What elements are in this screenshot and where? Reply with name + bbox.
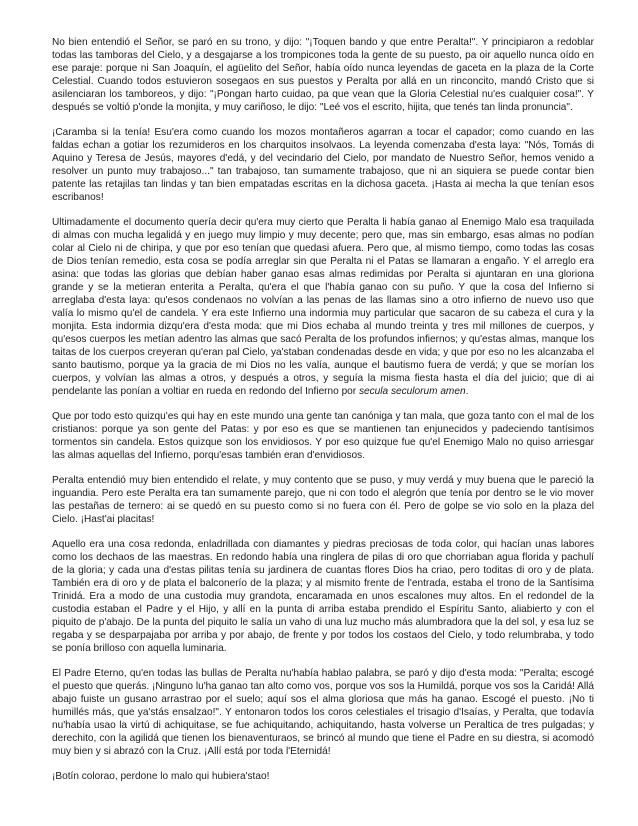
- paragraph-4: Que por todo esto quizqu'es qui hay en este mundo una gente tan canóniga y tan mala, que goza tanto con el mal de los cristianos: porque ya son gente del Patas: y por eso es que se mantienen tan enjunecidos y padeciendo tantísimos tormentos sin candela. Estos quizque son los envidiosos. Y por eso quizque fue qu'el Enemigo Malo no quiso arriesgar las almas aquellas del Infierno, porqu'esas también eran d'envidiosos.: [52, 411, 594, 461]
- paragraph-6: Aquello era una cosa redonda, enladrillada con diamantes y piedras preciosas de toda color, qui hacían unas labores como los dechaos de las maestras. En redondo había una ringlera de pilas di oro que chorriaban agua florida y pachulí de la gloria; y cada una d'estas pilitas tenía su jardinera de cuantas flores Dios ha criao, pero toditas di oro y de plata. También era di oro y de plata el balconerío de la plaza; y al mismito frente de l'entrada, estaba el trono de la Santísima Trinidá. Era a modo de una custodia muy grandota, encaramada en unos escalones muy altos. En el redondel de la custodia estaban el Padre y el Hijo, y allí en la punta di arriba estaba prendido el Espíritu Santo, aliabierto y con el piquito de p'abajo. De la punta del piquito le salía un vaho di una luz mucho más alumbradora que la del sol, y esa luz se regaba y se desparpajaba por arriba y por abajo, de frente y por todos los costaos del Cielo, y todo relumbraba, y todo se ponía brilloso con aquella luminaria.: [52, 539, 594, 654]
- paragraph-3: [52, 216, 594, 398]
- paragraph-2: ¡Caramba si la tenía! Esu'era como cuando los mozos montañeros agarran a tocar el capador; como cuando en las faldas echan a gotiar los rezumideros en los charquitos insolvaos. La leyenda comenzaba d'esta laya: "Nós, Tomás di Aquino y Teresa de Jesús, mayores d'edá, y del vecindario del Cielo, por mandato de Nuestro Señor, hemos venido a resolver un punto muy trabajoso..." tan trabajoso, tan sumamente trabajoso, que ni an siquiera se puede contar bien patente las retajilas tan lindas y tan bien empatadas escritas en la dichosa gaceta. ¡Hasta ai mecha la que tenían esos escribanos!: [52, 127, 594, 203]
- latin-phrase: secula seculorum amen: [358, 386, 466, 397]
- paragraph-3-text: Ultimadamente el documento quería decir qu'era muy cierto que Peralta li había ganao al Enemigo Malo esa traquilada di almas con mucha legalidá y en juego muy limpio y muy decente; pero que, mas sin embargo, esas almas no podían colar al Cielo ni de chiripa, y que por eso tenían que quedasi afuera. Pero que, al mismo tiempo, como todas las cosas de Dios tenían remedio, esta cosa se podía arreglar sin que Peralta ni el Patas se llamaran a engaño. Y el arreglo era asina: que todas las glorias que debían haber ganao esas almas redimidas por Peralta si ajuntaran en una gloriona grande y se la metieran enterita a Peralta, qu'era el que l'había ganao con su puño. Y que la cosa del Infierno si arreglaba d'esta laya: qu'esos condenaos no volvían a las penas de las llamas sino a otro infierno de nuevo uso que valía lo mismo qu'el de candela. Y era este Infierno una indormia muy particular que sacaron de su cabeza el cura y la monjita. Esta indormia dizqu'era d'esta moda: que mi Dios echaba al mundo treinta y tres mil millones de cuerpos, y qu'esos cuerpos les metían adentro las almas que sacó Peralta de los profundos infiernos; y qu'estas almas, manque los taitas de los cuerpos creyeran qu'eran pal Cielo, ya'staban condenadas desde en vida; y que por eso no les alcanzaba el santo bautismo, porque ya la gracia de mi Dios no les valía, aunque el bautismo fuera de verdá; y que se morían los cuerpos, y volvían las almas a otros, y después a otros, y seguía la misma fiesta hasta el día del juicio; que di ai pendelante las ponían a voltiar en rueda en redondo del Infierno por: [52, 217, 594, 397]
- paragraph-7: El Padre Eterno, qu'en todas las bullas de Peralta nu'había hablao palabra, se paró y dijo d'esta moda: "Peralta; escogé el puesto que querás. ¡Ninguno lu'ha ganao tan alto como vos, porque vos sos la Humildá, porque vos sos la Caridá! Allá abajo fuiste un gusano arrastrao por el suelo; aquí sos el alma gloriosa que más ha ganao. Escogé el puesto. ¡No ti humillés más, que ya'stás ensalzao!". Y entonaron todos los coros celestiales el trisagio d'Isaías, y Peralta, que todavía nu'había usao la virtú di achiquitase, se fue achiquitando, achiquitando, hasta volverse un Peraltica de tres pulgadas; y derechito, con la agilidá que tienen los bienaventuraos, se brincó al mundo que tiene el Padre en su diestra, si acomodó muy bien y si abrazó con la Cruz. ¡Allí está por toda l'Eternidá!: [52, 668, 594, 757]
- closing-line: ¡Botín colorao, perdone lo malo qui hubiera'stao!: [52, 771, 270, 782]
- paragraph-5: Peralta entendió muy bien entendido el relate, y muy contento que se puso, y muy verdá y muy buena que le pareció la inguandia. Pero este Peralta era tan sumamente parejo, que ni con todo el alegrón que tenía por dentro se le vio mover las pestañas de ternero: ai se quedó en su puesto como si no fuera con él. Pero de golpe se vio solo en la plaza del Cielo. ¡Hast'ai placitas!: [52, 475, 594, 525]
- paragraph-1: No bien entendió el Señor, se paró en su trono, y dijo: "¡Toquen bando y que entre Peralta!". Y principiaron a redoblar todas las tamboras del Cielo, y a desgajarse a los trompicones toda la gente de su puesto, pa oir aquello nunca oído en ese paraje: porque ni San Joaquín, el agüelito del Señor, había oído nunca leyendas de gaceta en la plaza de la Corte Celestial. Cuando todos estuvieron sosegaos en sus puestos y Peralta por allá en un rinconcito, mandó Cristo que si asilenciaran los tamboreos, y dijo: "¡Pongan harto cuidao, pa que vean que la Gloria Celestial nu'es cualquier cosa!". Y después se voltió p'onde la monjita, y muy cariñoso, le dijo: "Leé vos el escrito, hijita, que tenés tan linda pronuncia".: [52, 37, 594, 113]
- paragraph-3-end: .: [465, 386, 469, 397]
- document-page: [52, 36, 594, 783]
